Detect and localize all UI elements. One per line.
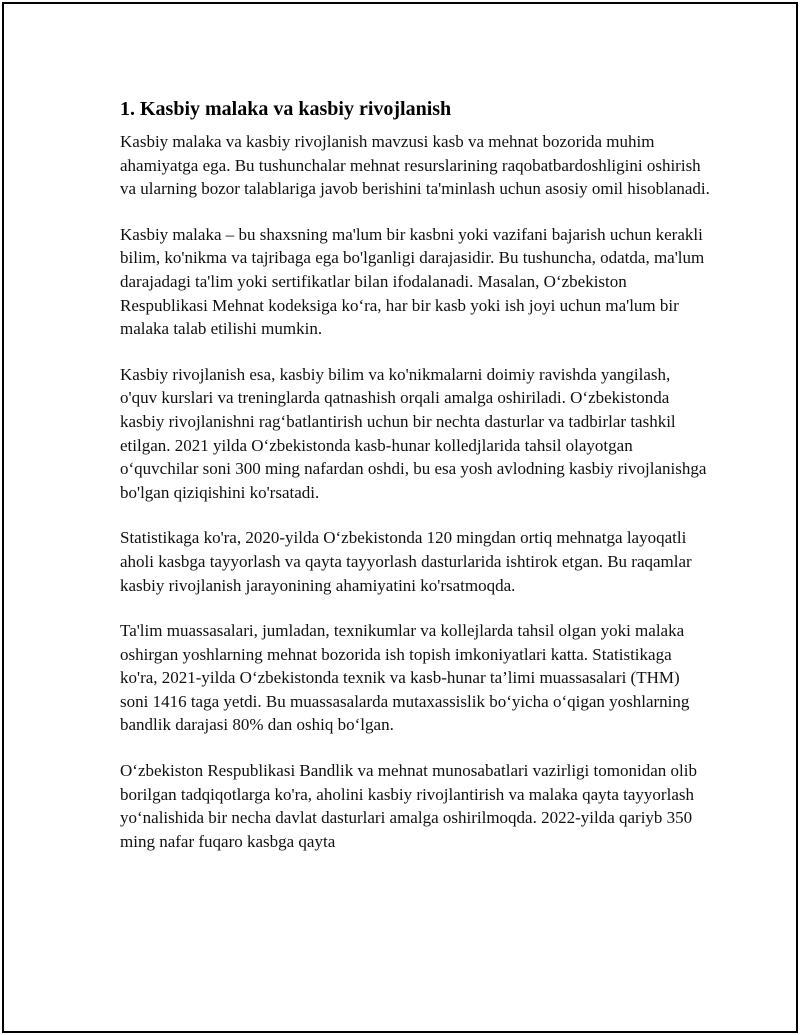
section-title: 1. Kasbiy malaka va kasbiy rivojlanish xyxy=(120,98,452,120)
document-body xyxy=(120,96,710,875)
page-frame xyxy=(2,2,798,1033)
paragraph-statistics-2020: Statistikaga ko'ra, 2020-yilda O‘zbekistonda 120 mingdan ortiq mehnatga layoqatli aholi kasbga tayyorlash va qayta tayyorlash dasturlarida ishtirok etgan. Bu raqamlar kasbiy rivojlanish jarayonining ahamiyatini ko'rsatmoqda. xyxy=(120,528,692,595)
paragraph-intro: Kasbiy malaka va kasbiy rivojlanish mavzusi kasb va mehnat bozorida muhim ahamiyatga ega. Bu tushunchalar mehnat resurslarining raqobatbardoshligini oshirish va ularning bozor talablariga javob berishini ta'minlash uchun asosiy omil hisoblanadi. xyxy=(120,132,710,199)
paragraph-kasbiy-malaka: Kasbiy malaka – bu shaxsning ma'lum bir kasbni yoki vazifani bajarish uchun kerakli bilim, ko'nikma va tajribaga ega bo'lganligi darajasidir. Bu tushuncha, odatda, ma'lum darajadagi ta'lim yoki sertifikatlar bilan ifodalanadi. Masalan, O‘zbekiston Respublikasi Mehnat kodeksiga ko‘ra, har bir kasb yoki ish joyi uchun ma'lum bir malaka talab etilishi mumkin. xyxy=(120,224,705,339)
paragraph-education-institutions: Ta'lim muassasalari, jumladan, texnikumlar va kollejlarda tahsil olgan yoki malaka oshirgan yoshlarning mehnat bozorida ish topish imkoniyatlari katta. Statistikaga ko'ra, 2021-yilda O‘zbekistonda texnik va kasb-hunar ta’limi muassasalari (THM) soni 1416 taga yetdi. Bu muassasalarda mutaxassislik bo‘yicha o‘qigan yoshlarning bandlik darajasi 80% dan oshiq bo‘lgan. xyxy=(120,621,690,735)
paragraph-kasbiy-rivojlanish: Kasbiy rivojlanish esa, kasbiy bilim va ko'nikmalarni doimiy ravishda yangilash, o'quv kurslari va treninglarda qatnashish orqali amalga oshiriladi. O‘zbekistonda kasbiy rivojlanishni rag‘batlantirish uchun bir nechta dasturlar va tadbirlar tashkil etilgan. 2021 yilda O‘zbekistonda kasb-hunar kolledjlarida tahsil olayotgan o‘quvchilar soni 300 ming nafardan oshdi, bu esa yosh avlodning kasbiy rivojlanishga bo'lgan qiziqishini ko'rsatadi. xyxy=(120,364,707,502)
paragraph-ministry-research: O‘zbekiston Respublikasi Bandlik va mehnat munosabatlari vazirligi tomonidan olib borilgan tadqiqotlarga ko'ra, aholini kasbiy rivojlantirish va malaka qayta tayyorlash yo‘nalishida bir necha davlat dasturlari amalga oshirilmoqda. 2022-yilda qariyb 350 ming nafar fuqaro kasbga qayta xyxy=(120,761,697,851)
